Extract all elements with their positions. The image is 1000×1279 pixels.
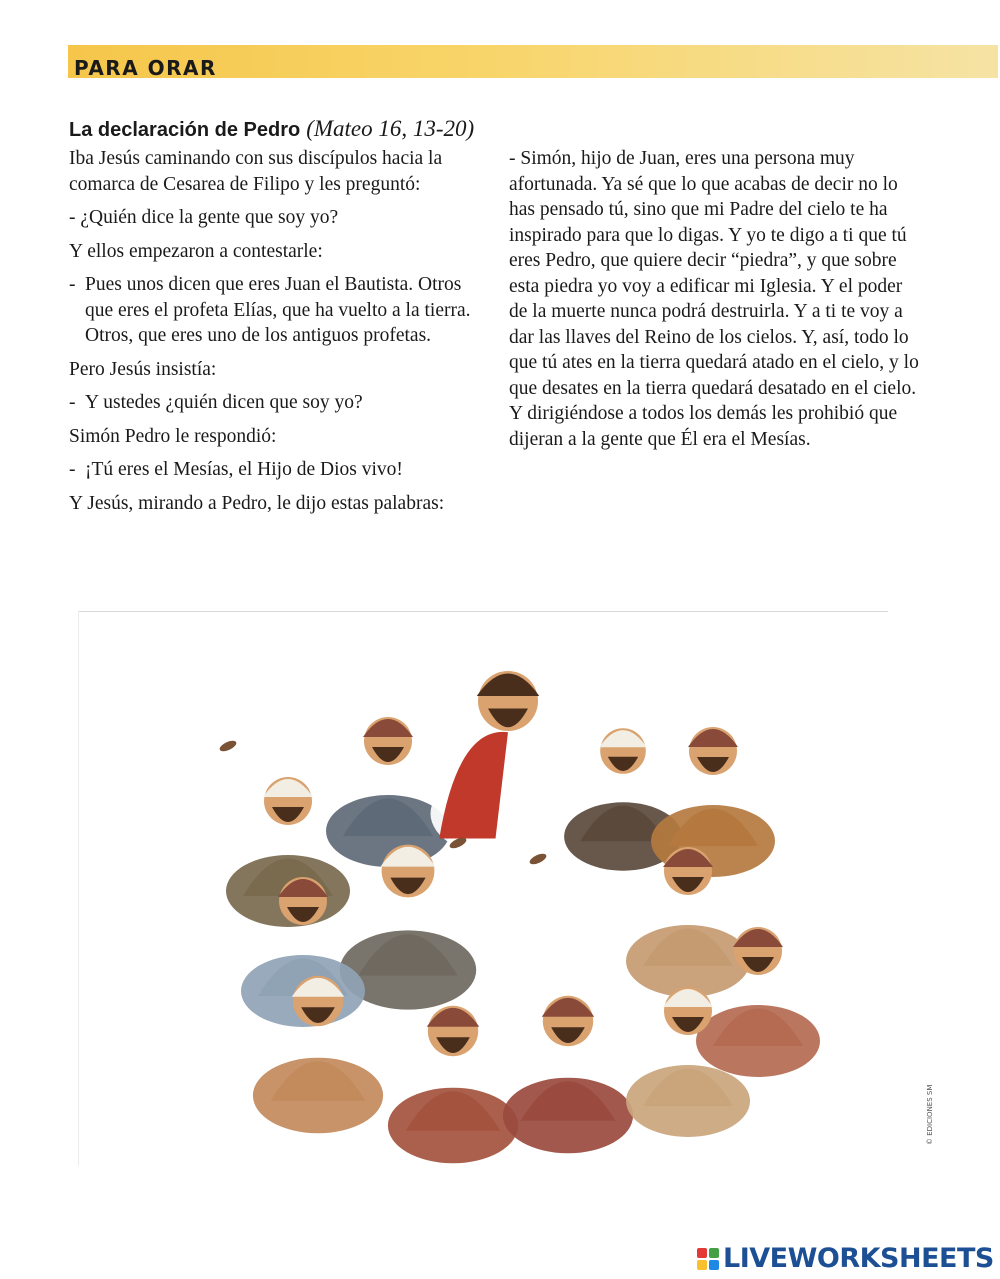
paragraph: - ¿Quién dice la gente que soy yo?	[69, 207, 339, 228]
logo-text: LIVEWORKSHEETS	[723, 1243, 994, 1274]
leaf-icon	[218, 739, 238, 754]
logo-square	[709, 1248, 719, 1258]
logo-squares-icon	[697, 1248, 719, 1270]
logo-square	[697, 1248, 707, 1258]
reading-heading	[69, 116, 474, 142]
paragraph: Simón Pedro le respondió:	[69, 425, 277, 447]
dialogue-line	[69, 390, 489, 416]
paragraph: Iba Jesús caminando con sus discípulos hacia la comarca de Cesarea de Filipo y les preguntó:	[69, 148, 443, 195]
paragraph: Y ellos empezaron a contestarle:	[69, 240, 323, 262]
figure-headcover	[427, 1008, 480, 1027]
right-text-column	[509, 146, 919, 460]
logo-square	[709, 1260, 719, 1270]
figure-headcover	[542, 998, 595, 1017]
disciples-circle-illustration	[78, 611, 888, 1166]
paragraph: Pero Jesús insistía:	[69, 358, 217, 380]
figure-headcover	[733, 929, 783, 947]
paragraph: Y Jesús, mirando a Pedro, le dijo estas palabras:	[69, 492, 445, 514]
dialogue-line	[69, 457, 489, 483]
paragraph: - Simón, hijo de Juan, eres una persona muy afortunada. Ya sé que lo que acabas de decir no lo has pensado tú, sino que mi Padre del cielo te ha inspirado para que lo digas. Y yo te digo a ti que tú eres Pedro, que quiere decir “piedra”, y que sobre esta piedra yo voy a edificar mi Iglesia. Y el poder de la muerte nunca podrá destruirla. Y a ti te voy a dar las llaves del Reino de los cielos. Y, así, todo lo que tú ates en la tierra quedará atado en el cielo, y lo que desates en la tierra quedará desatado en el cielo. Y dirigiéndose a todos los demás les prohibió que dijeran a la gente que Él era el Mesías.	[509, 148, 919, 450]
liveworksheets-logo	[697, 1243, 994, 1274]
dialogue-line	[69, 272, 489, 349]
figure-headcover	[477, 674, 540, 697]
reading-title: La declaración de Pedro	[69, 119, 301, 141]
logo-square	[697, 1260, 707, 1270]
figure-headcover	[363, 719, 413, 737]
figure-headcover	[263, 779, 313, 797]
dialogue-dash: -	[69, 392, 76, 413]
dialogue-dash: -	[69, 274, 76, 295]
bible-reference: (Mateo 16, 13-20)	[306, 116, 475, 141]
dialogue-text: Y ustedes ¿quién dicen que soy yo?	[85, 392, 363, 413]
banner-title: PARA ORAR	[74, 56, 217, 80]
illustration-credit: © EDICIONES SM	[926, 1084, 934, 1145]
dialogue-dash: -	[69, 459, 76, 480]
dialogue-text: ¡Tú eres el Mesías, el Hijo de Dios vivo!	[85, 459, 403, 480]
section-banner	[68, 45, 998, 78]
figure-headcover	[599, 730, 647, 747]
dialogue-text: Pues unos dicen que eres Juan el Bautista. Otros que eres el profeta Elías, que ha vuelto a la tierra. Otros, que eres uno de los antiguos profetas.	[85, 274, 471, 346]
left-text-column	[69, 146, 489, 524]
illustration	[78, 611, 888, 1166]
figure-headcover	[688, 729, 738, 747]
